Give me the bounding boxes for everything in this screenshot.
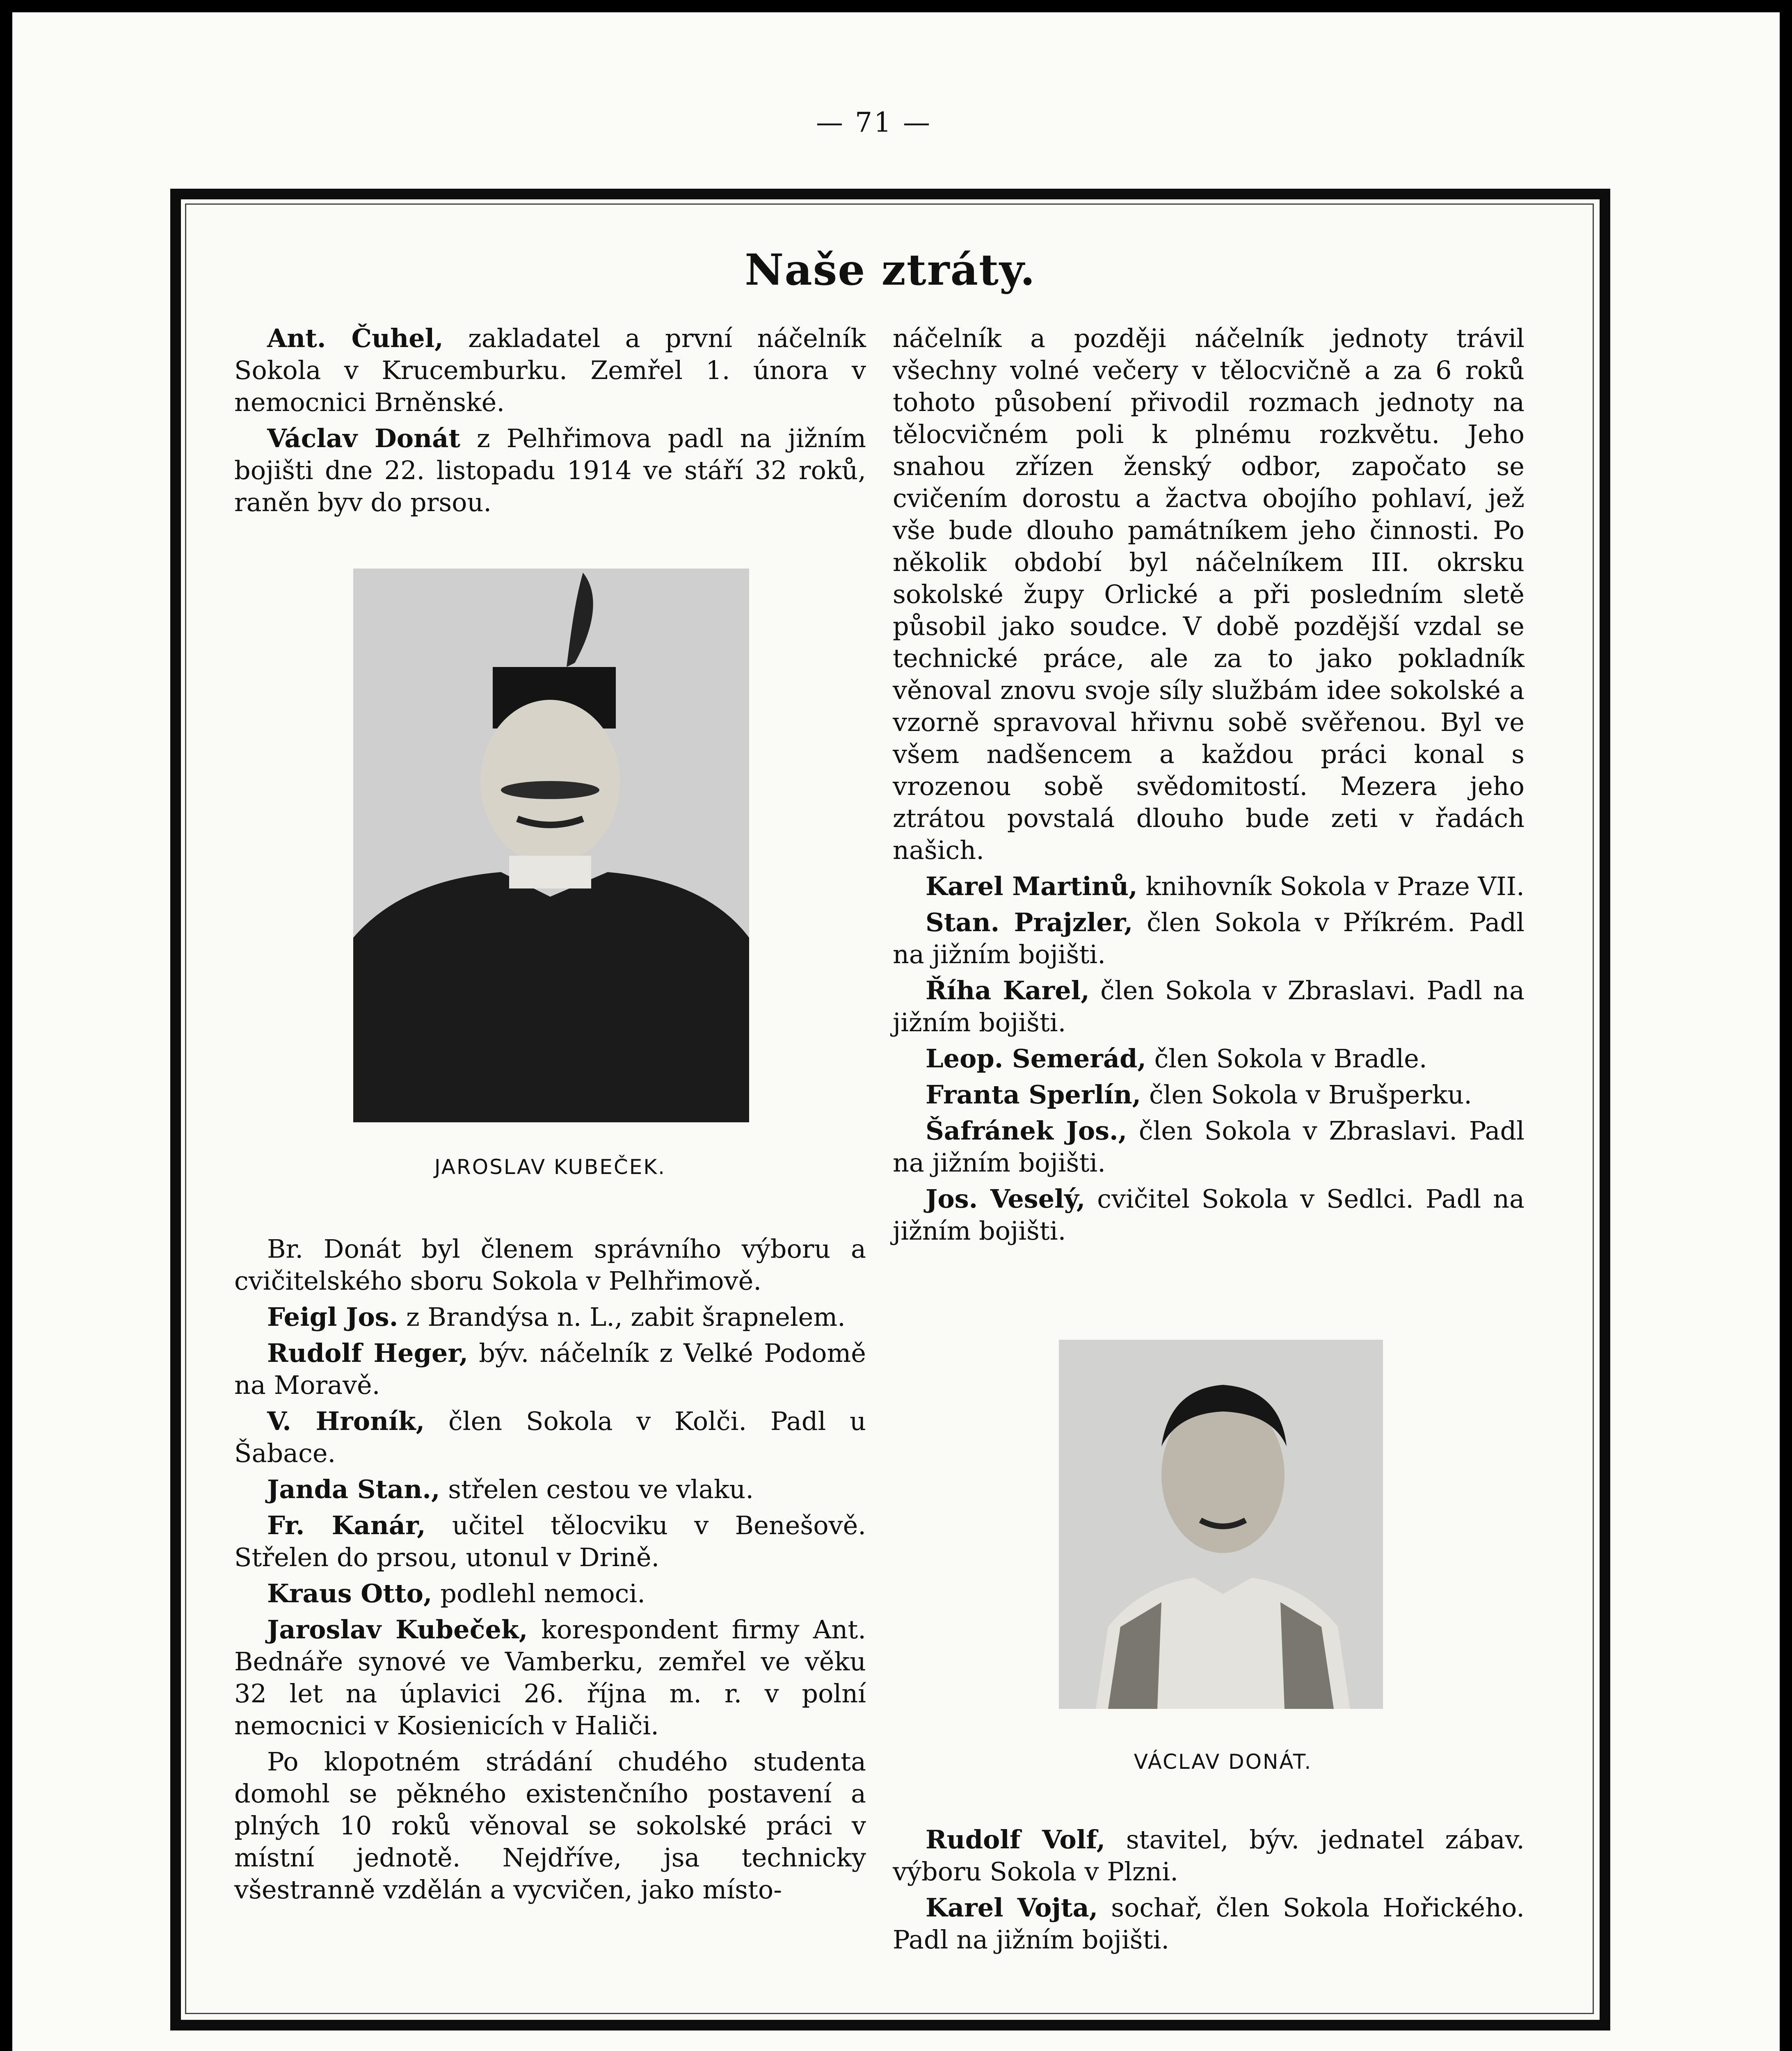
portrait-photo-kubecek: [353, 569, 749, 1122]
entry-name: Jos. Veselý,: [926, 1184, 1086, 1214]
entry: [234, 1614, 866, 1742]
entry: [893, 907, 1525, 971]
entry: [234, 1405, 866, 1469]
entry-name: Feigl Jos.: [267, 1302, 398, 1332]
entry: [893, 870, 1525, 902]
entry-name: Leop. Semerád,: [926, 1044, 1146, 1073]
entry-text: býv. náčelník z Velké Podomě na Moravě.: [234, 1338, 866, 1400]
entry-name: Karel Vojta,: [926, 1893, 1098, 1923]
entry-name: Rudolf Volf,: [926, 1825, 1106, 1855]
entry-text: střelen cestou ve vlaku.: [440, 1474, 754, 1504]
portrait-photo-donat: [1059, 1340, 1383, 1709]
entry-name: Rudolf Heger,: [267, 1338, 469, 1368]
entry-name: Kraus Otto,: [267, 1578, 432, 1608]
entry-name: Šafránek Jos.,: [926, 1116, 1127, 1146]
entry-name: Karel Martinů,: [926, 871, 1138, 901]
left-column-top: [234, 322, 866, 523]
entry-text: člen Sokola v Kolči. Padl u Šabace.: [234, 1406, 866, 1468]
entry-name: Janda Stan.,: [267, 1474, 440, 1504]
entry-name: Jaroslav Kubeček,: [267, 1615, 528, 1644]
entry-text: knihovník Sokola v Praze VII.: [1137, 871, 1525, 901]
entry: [234, 1746, 866, 1906]
entry: [234, 1510, 866, 1574]
entry-text: cvičitel Sokola v Sedlci. Padl na jižním bojišti.: [893, 1184, 1525, 1246]
entry: [234, 1473, 866, 1505]
entry: [893, 975, 1525, 1039]
entry-text: člen Sokola v Zbraslavi. Padl na jižním bojišti.: [893, 975, 1525, 1037]
entry-text: podlehl nemoci.: [432, 1578, 645, 1608]
entry-text: člen Sokola v Bradle.: [1146, 1044, 1427, 1073]
entry: [893, 1115, 1525, 1179]
entry: [893, 1892, 1525, 1956]
entry: [234, 1578, 866, 1610]
entry: [893, 1043, 1525, 1075]
section-title: Naše ztráty.: [745, 244, 1036, 295]
entry-text: člen Sokola v Příkrém. Padl na jižním bojišti.: [893, 907, 1525, 969]
entry: [893, 322, 1525, 866]
page: [12, 12, 1780, 2051]
entry: [893, 1183, 1525, 1247]
entry-name: Fr. Kanár,: [267, 1510, 426, 1540]
page-number: — 71 —: [816, 107, 932, 138]
entry-text: náčelník a později náčelník jednoty trávil všechny volné večery v tělocvičně a za 6 roků tohoto působení přivodil rozmach jednoty na tělocvičném poli k plnému rozkvětu. Jeho snahou zřízen ženský odbor, započato se cvičením dorostu a žactva obojího pohlaví, jež vše bude dlouho památníkem jeho činnosti. Po několik období byl náčelníkem III. okrsku sokolské župy Orlické a při posledním sletě působil jako soudce. V době pozdější vzdal se technické práce, ale za to jako pokladník věnoval znovu svoje síly službám idee sokolské a vzorně spravoval hřivnu sobě svěřenou. Byl ve všem nadšencem a každou práci konal s vrozenou sobě svědomitostí. Mezera jeho ztrátou povstalá dlouho bude zeti v řadách našich.: [893, 323, 1525, 865]
entry-text: Po klopotném strádání chudého studenta domohl se pěkného existenčního postavení a plných 10 roků věnoval se sokolské práci v místní jednotě. Nejdříve, jsa technicky všestranně vzdělán a vycvičen, jako místo-: [234, 1747, 866, 1905]
entry-text: z Brandýsa n. L., zabit šrapnelem.: [398, 1302, 846, 1332]
entry-text: Br. Donát byl členem správního výboru a cvičitelského sboru Sokola v Pelhřimově.: [234, 1234, 866, 1296]
entry: [234, 423, 866, 518]
entry-name: Franta Sperlín,: [926, 1080, 1141, 1110]
entry-text: člen Sokola v Brušperku.: [1141, 1080, 1472, 1110]
entry: [234, 1233, 866, 1297]
entry-text: stavitel, býv. jednatel zábav. výboru Sokola v Plzni.: [893, 1825, 1525, 1887]
entry-name: Stan. Prajzler,: [926, 907, 1133, 937]
photo-caption-kubecek: JAROSLAV KUBEČEK.: [434, 1155, 666, 1179]
entry-text: z Pelhřimova padl na jižním bojišti dne 22. listopadu 1914 ve stáří 32 roků, raněn byv do prsou.: [234, 423, 866, 517]
entry: [234, 1337, 866, 1401]
entry-text: sochař, člen Sokola Hořického. Padl na jižním bojišti.: [893, 1893, 1525, 1955]
left-column-bottom: [234, 1233, 866, 1910]
entry-text: zakladatel a první náčelník Sokola v Krucemburku. Zemřel 1. února v nemocnici Brněnské.: [234, 323, 866, 417]
entry-text: učitel tělocviku v Benešově. Střelen do prsou, utonul v Drině.: [234, 1510, 866, 1572]
right-column-bottom: [893, 1824, 1525, 1960]
entry: [234, 1301, 866, 1333]
photo-caption-donat: VÁCLAV DONÁT.: [1134, 1750, 1312, 1774]
mourning-frame: [170, 189, 1610, 2030]
entry: [234, 322, 866, 418]
right-column-top: [893, 322, 1525, 1251]
entry-text: člen Sokola v Zbraslavi. Padl na jižním bojišti.: [893, 1116, 1525, 1178]
entry-name: Říha Karel,: [926, 975, 1090, 1005]
entry: [893, 1079, 1525, 1111]
entry-name: V. Hroník,: [267, 1406, 425, 1436]
entry-name: Ant. Čuhel,: [267, 323, 443, 353]
entry-name: Václav Donát: [267, 423, 460, 453]
entry-text: korespondent firmy Ant. Bednáře synové ve Vamberku, zemřel ve věku 32 let na úplavici 26. října m. r. v polní nemocnici v Kosienicích v Haliči.: [234, 1615, 866, 1740]
entry: [893, 1824, 1525, 1888]
